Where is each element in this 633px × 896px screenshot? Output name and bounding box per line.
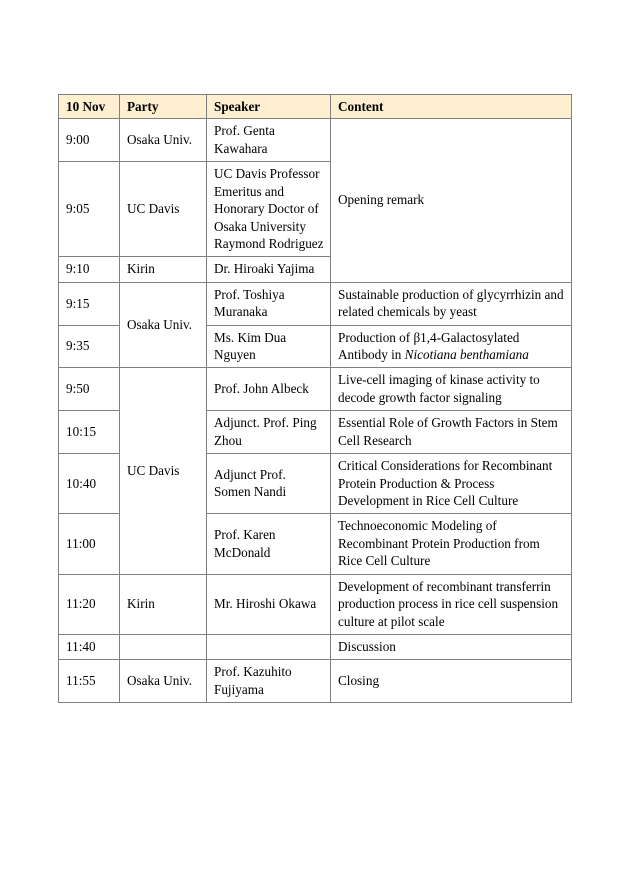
table-row <box>59 282 572 325</box>
cell-party: UC Davis <box>120 368 207 574</box>
cell-content: Critical Considerations for Recombinant Protein Production & Process Development in Rice Cell Culture <box>331 454 572 514</box>
cell-speaker: Ms. Kim Dua Nguyen <box>207 325 331 368</box>
cell-speaker: Mr. Hiroshi Okawa <box>207 574 331 634</box>
cell-party: Kirin <box>120 574 207 634</box>
column-header-content: Content <box>331 95 572 119</box>
cell-time: 9:10 <box>59 257 120 282</box>
cell-content: Live-cell imaging of kinase activity to decode growth factor signaling <box>331 368 572 411</box>
cell-content: Sustainable production of glycyrrhizin and related chemicals by yeast <box>331 282 572 325</box>
table-row <box>59 574 572 634</box>
cell-time: 10:15 <box>59 411 120 454</box>
cell-speaker: Prof. Karen McDonald <box>207 514 331 574</box>
cell-speaker: Prof. Kazuhito Fujiyama <box>207 660 331 703</box>
cell-content <box>331 325 572 368</box>
cell-party-empty <box>120 634 207 659</box>
column-header-party: Party <box>120 95 207 119</box>
cell-party: Osaka Univ. <box>120 660 207 703</box>
table-row <box>59 660 572 703</box>
cell-time: 11:40 <box>59 634 120 659</box>
cell-content: Discussion <box>331 634 572 659</box>
cell-time: 9:50 <box>59 368 120 411</box>
table-header-row <box>59 95 572 119</box>
cell-time: 11:20 <box>59 574 120 634</box>
cell-speaker: Prof. Genta Kawahara <box>207 119 331 162</box>
cell-time: 11:00 <box>59 514 120 574</box>
cell-time: 10:40 <box>59 454 120 514</box>
column-header-speaker: Speaker <box>207 95 331 119</box>
cell-time: 9:05 <box>59 162 120 257</box>
table-body <box>59 119 572 703</box>
cell-time: 9:35 <box>59 325 120 368</box>
schedule-table <box>58 94 572 703</box>
table-header <box>59 95 572 119</box>
cell-party: UC Davis <box>120 162 207 257</box>
cell-time: 9:15 <box>59 282 120 325</box>
column-header-date: 10 Nov <box>59 95 120 119</box>
cell-speaker: Adjunct Prof. Somen Nandi <box>207 454 331 514</box>
cell-content: Development of recombinant transferrin production process in rice cell suspension culture at pilot scale <box>331 574 572 634</box>
cell-speaker: Prof. Toshiya Muranaka <box>207 282 331 325</box>
cell-party: Osaka Univ. <box>120 282 207 368</box>
cell-speaker: Dr. Hiroaki Yajima <box>207 257 331 282</box>
cell-party: Osaka Univ. <box>120 119 207 162</box>
content-text-prefix: Production of β1,4-Galactosylated Antibody in <box>338 329 520 363</box>
cell-time: 11:55 <box>59 660 120 703</box>
cell-party: Kirin <box>120 257 207 282</box>
cell-content: Essential Role of Growth Factors in Stem Cell Research <box>331 411 572 454</box>
cell-content: Technoeconomic Modeling of Recombinant Protein Production from Rice Cell Culture <box>331 514 572 574</box>
cell-content-opening-remark: Opening remark <box>331 119 572 282</box>
table-row <box>59 634 572 659</box>
table-row <box>59 119 572 162</box>
species-name-italic: Nicotiana benthamiana <box>404 347 529 363</box>
cell-speaker: Adjunct. Prof. Ping Zhou <box>207 411 331 454</box>
cell-speaker: UC Davis Professor Emeritus and Honorary Doctor of Osaka University Raymond Rodriguez <box>207 162 331 257</box>
cell-content: Closing <box>331 660 572 703</box>
cell-speaker-empty <box>207 634 331 659</box>
table-row <box>59 368 572 411</box>
cell-time: 9:00 <box>59 119 120 162</box>
cell-speaker: Prof. John Albeck <box>207 368 331 411</box>
